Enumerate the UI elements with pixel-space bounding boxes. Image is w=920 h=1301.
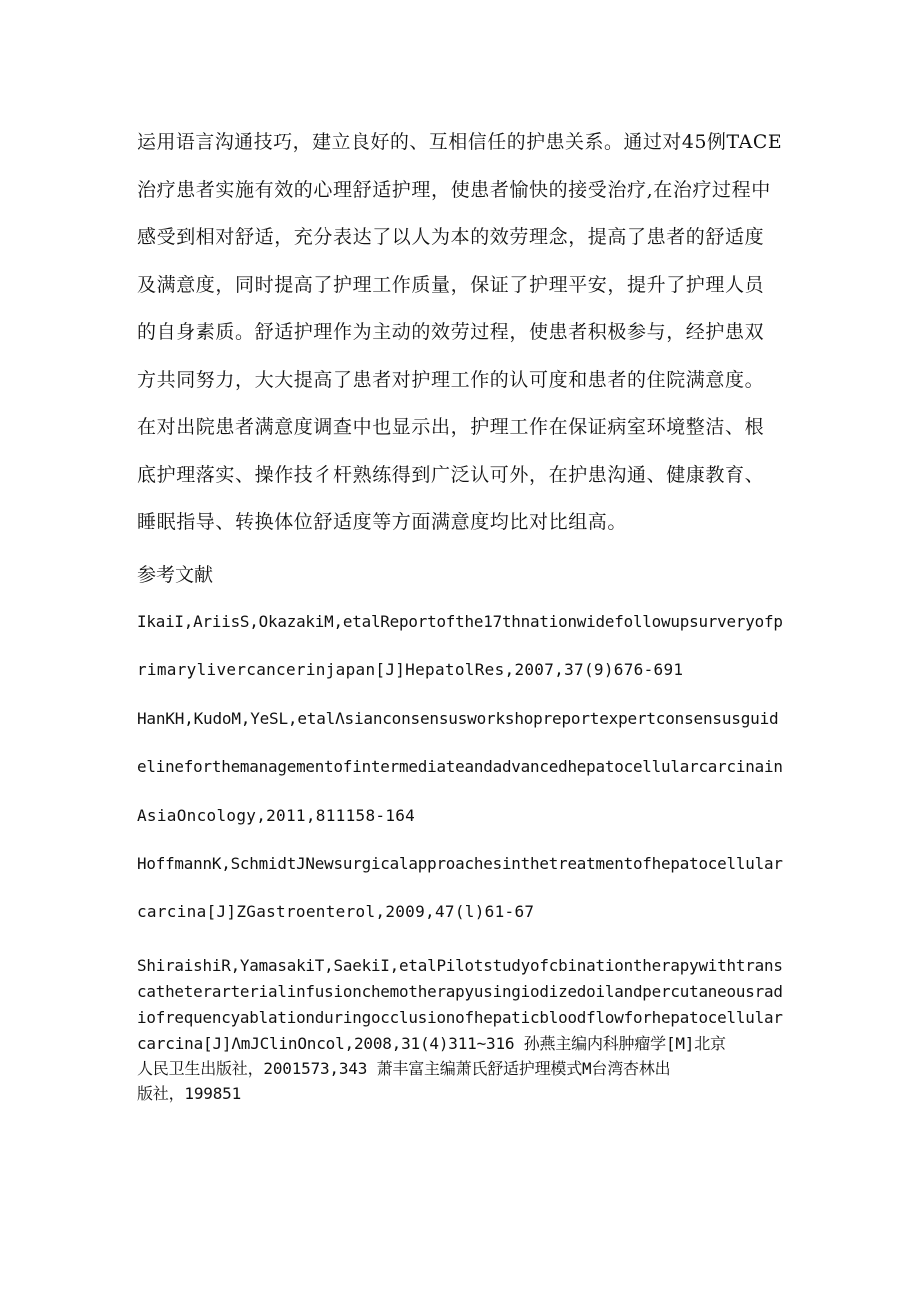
body-line: 方共同努力，大大提高了患者对护理工作的认可度和患者的住院满意度。: [137, 369, 765, 391]
body-line: 及满意度，同时提高了护理工作质量，保证了护理平安，提升了护理人员: [137, 274, 765, 296]
reference-line: iofrequencyablationduringocclusionofhepaticbloodflowforhepatocellular: [137, 1008, 783, 1027]
body-line: 睡眠指导、转换体位舒适度等方面满意度均比对比组高。: [137, 511, 628, 533]
reference-line: carcina[J]ZGastroenterol,2009,47(l)61-67: [137, 902, 535, 921]
reference-line: AsiaOncology,2011,811158-164: [137, 806, 416, 825]
body-line: 在对出院患者满意度调查中也显示出，护理工作在保证病室环境整洁、根: [137, 416, 765, 438]
reference-line: carcina[J]ΛmJClinOncol,2008,31(4)311~316 孙燕主编内科肿瘤学[M]北京: [137, 1034, 726, 1053]
reference-line: 版社，199851: [137, 1084, 241, 1103]
body-line: 感受到相对舒适，充分表达了以人为本的效劳理念，提高了患者的舒适度: [137, 226, 765, 248]
reference-line: IkaiI,AriisS,OkazakiM,etalReportofthe17thnationwidefollowupsurveryofp: [137, 612, 783, 631]
reference-line: rimarylivercancerinjapan[J]HepatolRes,2007,37(9)676-691: [137, 660, 684, 679]
reference-line: HanKH,KudoM,YeSL,etalΛsianconsensusworkshopreportexpertconsensusguid: [137, 709, 779, 728]
reference-line: HoffmannK,SchmidtJNewsurgicalapproachesinthetreatmentofhepatocellular: [137, 854, 783, 873]
reference-line: ShiraishiR,YamasakiT,SaekiI,etalPilotstudyofcbinationtherapywithtrans: [137, 956, 783, 975]
reference-line: catheterarterialinfusionchemotherapyusingiodizedoilandpercutaneousrad: [137, 982, 783, 1001]
body-line: 的自身素质。舒适护理作为主动的效劳过程，使患者积极参与，经护患双: [137, 321, 765, 343]
body-line: 运用语言沟通技巧，建立良好的、互相信任的护患关系。通过对45例TACE: [137, 131, 783, 153]
references-heading: 参考文献: [137, 564, 214, 586]
body-line: 治疗患者实施有效的心理舒适护理，使患者愉快的接受治疗,在治疗过程中: [137, 179, 771, 201]
body-line: 底护理落实、操作技彳杆熟练得到广泛认可外，在护患沟通、健康教育、: [137, 464, 765, 486]
reference-line: elineforthemanagementofintermediateandadvancedhepatocellularcarcinain: [137, 757, 783, 776]
reference-line: 人民卫生出版社，2001573,343 萧丰富主编萧氏舒适护理模式M台湾杏林出: [137, 1059, 671, 1078]
